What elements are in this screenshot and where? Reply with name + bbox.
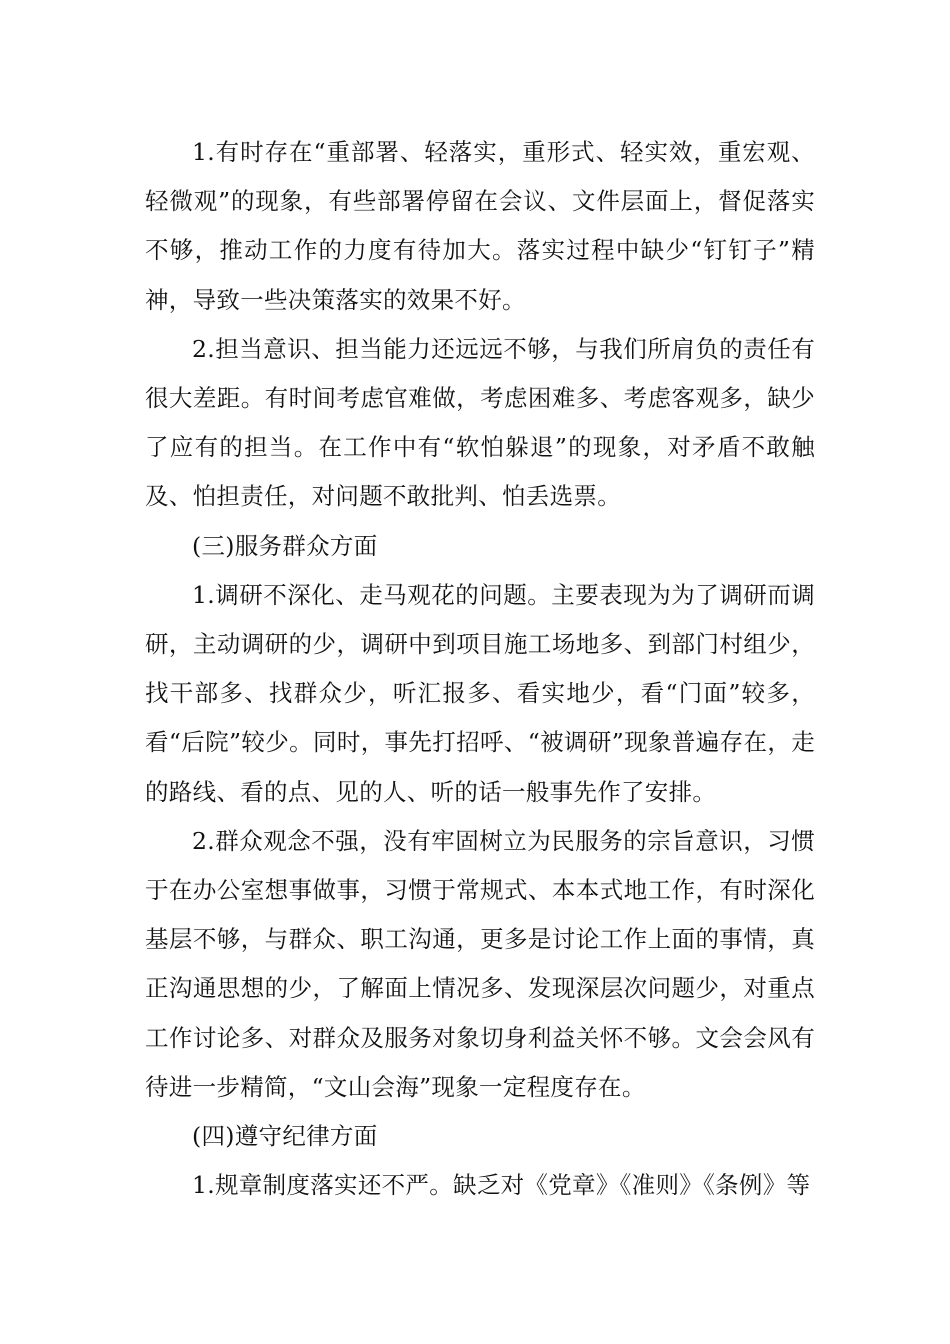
paragraph-5: 1.规章制度落实还不严。缺乏对《党章》《准则》《条例》等 (192, 1171, 811, 1200)
section-heading-3: (三)服务群众方面 (192, 531, 378, 560)
paragraph-1: 1.有时存在“重部署、轻落实，重形式、轻实效，重宏观、轻微观”的现象，有些部署停留在会议、文件层面上，督促落实不够，推动工作的力度有待加大。落实过程中缺少“钉钉子”精神，导致一些决策落实的效果不好。 (145, 138, 815, 314)
paragraph-4: 2.群众观念不强，没有牢固树立为民服务的宗旨意识，习惯于在办公室想事做事，习惯于常规式、本本式地工作，有时深化基层不够，与群众、职工沟通，更多是讨论工作上面的事情，真正沟通思想的少，了解面上情况多、发现深层次问题少，对重点工作讨论多、对群众及服务对象切身利益关怀不够。文会会风有待进一步精简，“文山会海”现象一定程度存在。 (145, 826, 815, 1101)
paragraph-3: 1.调研不深化、走马观花的问题。主要表现为为了调研而调研，主动调研的少，调研中到项目施工场地多、到部门村组少，找干部多、找群众少，听汇报多、看实地少，看“门面”较多，看“后院”较少。同时，事先打招呼、“被调研”现象普遍存在，走的路线、看的点、见的人、听的话一般事先作了安排。 (145, 580, 815, 806)
paragraph-2: 2.担当意识、担当能力还远远不够，与我们所肩负的责任有很大差距。有时间考虑官难做，考虑困难多、考虑客观多，缺少了应有的担当。在工作中有“软怕躲退”的现象，对矛盾不敢触及、怕担责任，对问题不敢批判、怕丢选票。 (145, 334, 815, 511)
document-body (145, 128, 815, 1210)
section-heading-4: (四)遵守纪律方面 (192, 1122, 378, 1151)
